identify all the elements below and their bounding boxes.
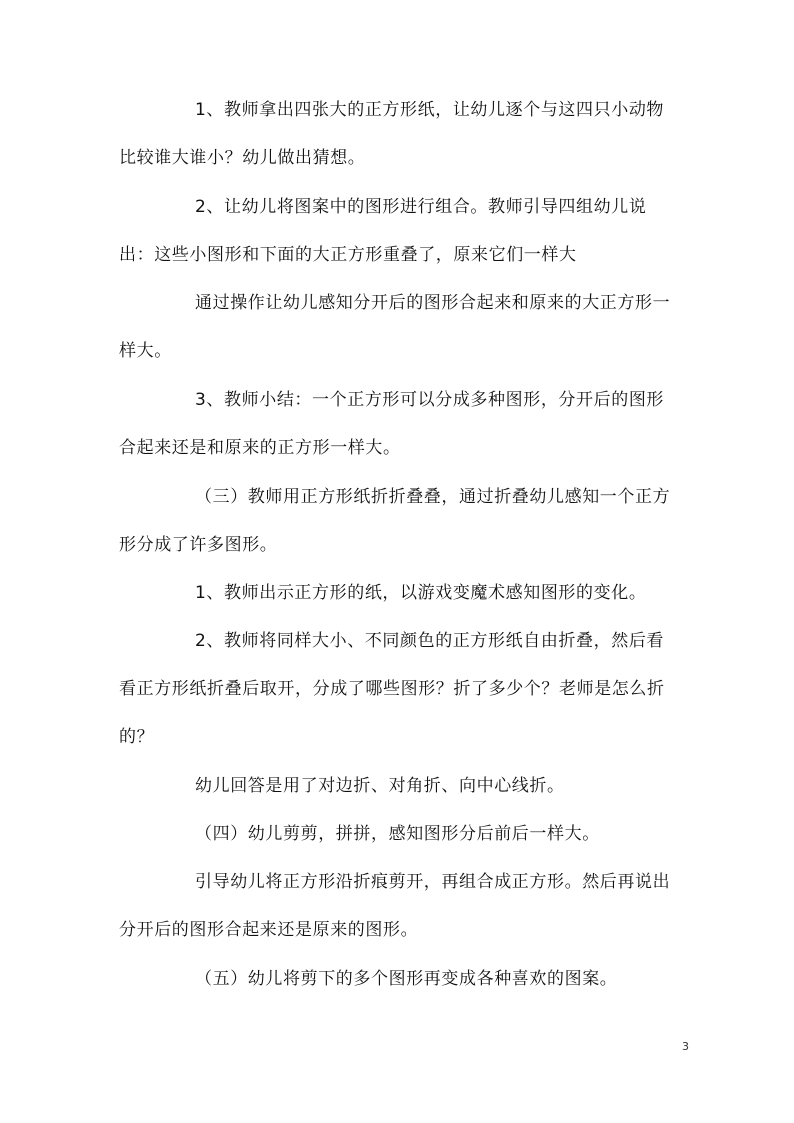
paragraph-section-5-patterns: （五）幼儿将剪下的多个图形再变成各种喜欢的图案。 bbox=[195, 969, 618, 989]
paragraph-section-3-folding: （三）教师用正方形纸折折叠叠，通过折叠幼儿感知一个正方形分成了许多图形。 bbox=[119, 487, 671, 555]
paragraph-cutting-guide: 引导幼儿将正方形沿折痕剪开，再组合成正方形。然后再说出分开后的图形合起来还是原来的图形。 bbox=[119, 872, 671, 940]
paragraph-folding-step-1: 1、教师出示正方形的纸，以游戏变魔术感知图形的变化。 bbox=[195, 583, 647, 603]
page-number: 3 bbox=[682, 1040, 689, 1053]
paragraph-operation-perception: 通过操作让幼儿感知分开后的图形合起来和原来的大正方形一样大。 bbox=[119, 293, 671, 361]
paragraph-step-3-summary: 3、教师小结：一个正方形可以分成多种图形，分开后的图形合起来还是和原来的正方形一样大。 bbox=[119, 390, 665, 458]
paragraph-section-4-cutting: （四）幼儿剪剪，拼拼，感知图形分后前后一样大。 bbox=[195, 824, 600, 844]
paragraph-step-1-compare: 1、教师拿出四张大的正方形纸，让幼儿逐个与这四只小动物比较谁大谁小？幼儿做出猜想。 bbox=[119, 100, 665, 168]
paragraph-folding-step-2: 2、教师将同样大小、不同颜色的正方形纸自由折叠，然后看看正方形纸折叠后取开，分成了哪些图形？折了多少个？老师是怎么折的？ bbox=[119, 631, 665, 747]
paragraph-step-2-combine: 2、让幼儿将图案中的图形进行组合。教师引导四组幼儿说出：这些小图形和下面的大正方形重叠了，原来它们一样大 bbox=[119, 197, 647, 265]
paragraph-children-answer: 幼儿回答是用了对边折、对角折、向中心线折。 bbox=[195, 776, 565, 796]
